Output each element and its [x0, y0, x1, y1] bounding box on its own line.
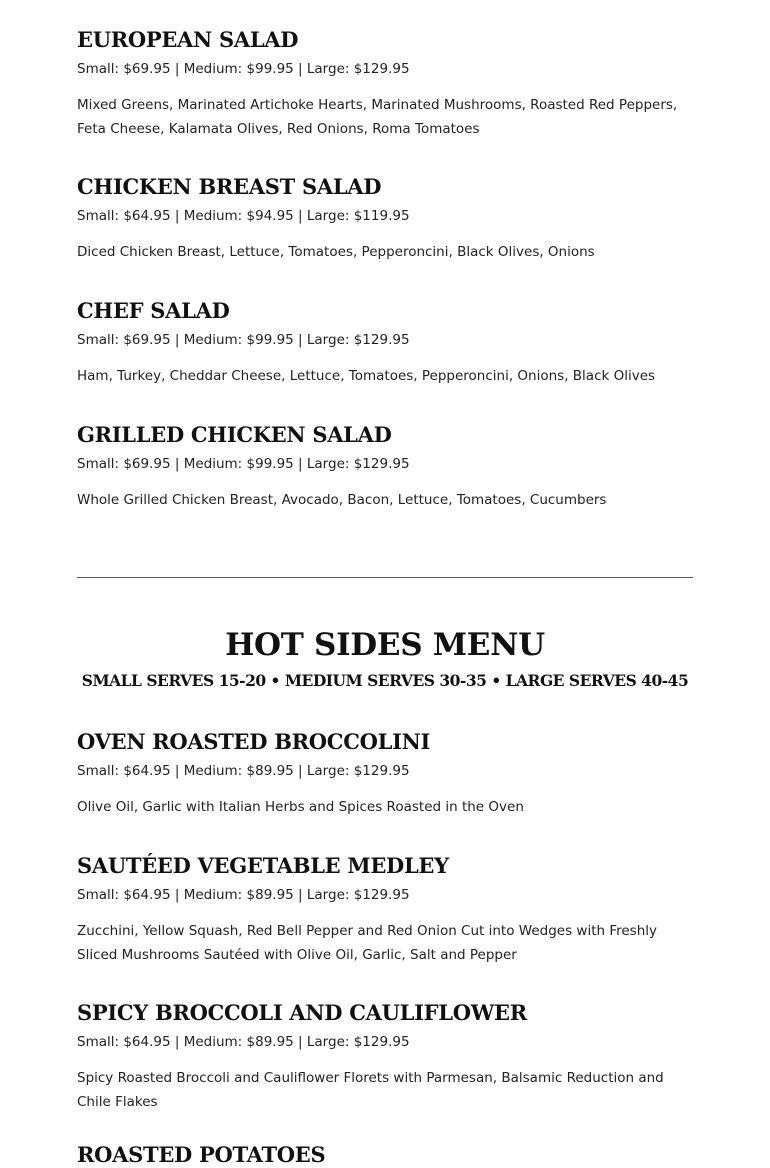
- item-name: SPICY BROCCOLI AND CAULIFLOWER: [77, 1000, 527, 1025]
- item-price: Small: $64.95 | Medium: $94.95 | Large: $119.95: [77, 208, 410, 224]
- menu-item-spicy-broccoli-and-cauliflower: [77, 1000, 693, 1114]
- section-title: HOT SIDES MENU: [225, 627, 545, 663]
- item-name: SAUTÉED VEGETABLE MEDLEY: [77, 853, 449, 878]
- menu-item-grilled-chicken-salad: [77, 422, 693, 512]
- item-price: Small: $64.95 | Medium: $89.95 | Large: $129.95: [77, 763, 410, 779]
- menu-item-sauteed-vegetable-medley: [77, 853, 693, 967]
- menu-item-oven-roasted-broccolini: [77, 729, 693, 819]
- item-price: Small: $64.95 | Medium: $89.95 | Large: $129.95: [77, 887, 410, 903]
- section-subtitle: SMALL SERVES 15-20 • MEDIUM SERVES 30-35 • LARGE SERVES 40-45: [81, 671, 689, 690]
- item-name: CHEF SALAD: [77, 298, 230, 323]
- item-price: Small: $64.95 | Medium: $89.95 | Large: $129.95: [77, 1034, 410, 1050]
- menu-item-chicken-breast-salad: [77, 174, 693, 264]
- item-description: Diced Chicken Breast, Lettuce, Tomatoes, Pepperoncini, Black Olives, Onions: [77, 244, 595, 260]
- menu-item-european-salad: [77, 27, 693, 141]
- hot-sides-header: [77, 626, 693, 692]
- item-price: Small: $69.95 | Medium: $99.95 | Large: $129.95: [77, 332, 410, 348]
- item-description: Olive Oil, Garlic with Italian Herbs and Spices Roasted in the Oven: [77, 799, 524, 815]
- item-name: GRILLED CHICKEN SALAD: [77, 422, 392, 447]
- item-name: ROASTED POTATOES: [77, 1142, 326, 1167]
- menu-item-chef-salad: [77, 298, 693, 388]
- section-divider: [77, 577, 693, 578]
- menu-item-roasted-potatoes: [77, 1142, 693, 1168]
- item-price: Small: $69.95 | Medium: $99.95 | Large: $129.95: [77, 456, 410, 472]
- item-description: Spicy Roasted Broccoli and Cauliflower Florets with Parmesan, Balsamic Reduction and Chile Flakes: [77, 1070, 664, 1110]
- item-description: Whole Grilled Chicken Breast, Avocado, Bacon, Lettuce, Tomatoes, Cucumbers: [77, 492, 607, 508]
- item-description: Mixed Greens, Marinated Artichoke Hearts, Marinated Mushrooms, Roasted Red Peppers, Feta Cheese, Kalamata Olives, Red Onions, Roma Tomatoes: [77, 97, 678, 137]
- item-name: OVEN ROASTED BROCCOLINI: [77, 729, 431, 754]
- item-price: Small: $69.95 | Medium: $99.95 | Large: $129.95: [77, 61, 410, 77]
- item-description: Zucchini, Yellow Squash, Red Bell Pepper and Red Onion Cut into Wedges with Freshly Sliced Mushrooms Sautéed with Olive Oil, Garlic, Salt and Pepper: [77, 923, 658, 963]
- item-name: CHICKEN BREAST SALAD: [77, 174, 382, 199]
- item-description: Ham, Turkey, Cheddar Cheese, Lettuce, Tomatoes, Pepperoncini, Onions, Black Olives: [77, 368, 656, 384]
- item-name: EUROPEAN SALAD: [77, 27, 299, 52]
